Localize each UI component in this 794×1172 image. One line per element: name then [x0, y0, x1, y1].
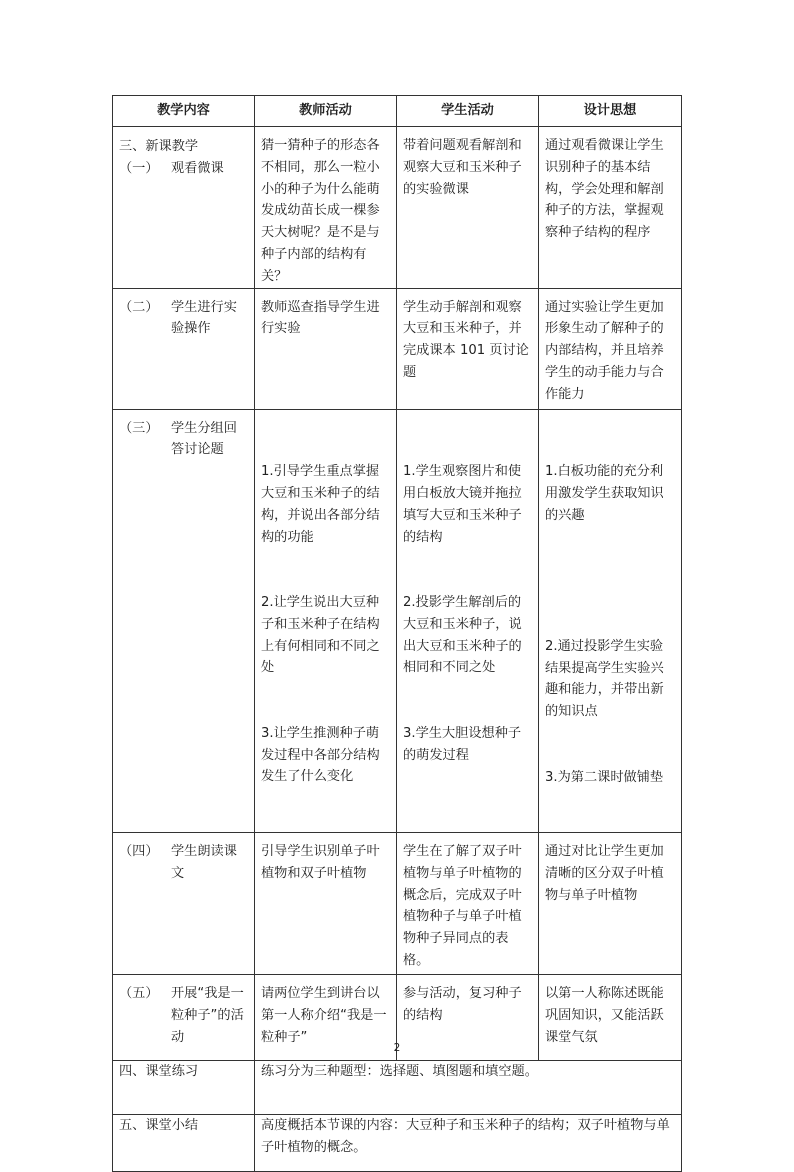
header-design: 设计思想: [539, 96, 682, 127]
design-idea: [539, 410, 681, 832]
sub-topic: [113, 975, 254, 1048]
lesson-plan-table: [112, 95, 682, 1172]
header-teacher: 教师活动: [255, 96, 397, 127]
student-activity: [397, 410, 538, 810]
design-idea: 通过对比让学生更加清晰的区分双子叶植物与单子叶植物: [545, 843, 664, 903]
sub-topic-number: （一）: [119, 160, 159, 176]
design-idea: 通过实验让学生更加形象生动了解种子的内部结构，并且培养学生的动手能力与合作能力: [545, 299, 664, 402]
sub-topic: [113, 410, 254, 462]
design-idea-item: 2.通过投影学生实验结果提高学生实验兴趣和能力，并带出新的知识点: [545, 638, 664, 720]
sub-topic-number: （三）: [119, 420, 159, 436]
sub-topic-number: （五）: [119, 985, 159, 1001]
teacher-activity: 教师巡查指导学生进行实验: [261, 299, 380, 337]
design-idea-item: 3.为第二课时做铺垫: [545, 769, 664, 785]
teacher-activity: 引导学生识别单子叶植物和双子叶植物: [261, 843, 380, 881]
teacher-activity-item: 1.引导学生重点掌握大豆和玉米种子的结构，并说出各部分结构的功能: [261, 464, 380, 545]
student-activity: 学生动手解剖和观察大豆和玉米种子，并完成课本 101 页讨论题: [403, 299, 529, 380]
summary-content: 高度概括本节课的内容：大豆种子和玉米种子的结构；双子叶植物与单子叶植物的概念。: [261, 1117, 670, 1155]
teacher-activity: 猜一猜种子的形态各不相同，那么一粒小小的种子为什么能萌发成幼苗长成一棵参天大树呢？是不是与种子内部的结构有关？: [261, 138, 380, 284]
student-activity: 学生在了解了双子叶植物与单子叶植物的概念后，完成双子叶植物种子与单子叶植物种子异同点的表格。: [403, 843, 522, 968]
teacher-activity: [255, 410, 396, 832]
page-number: 2: [393, 1042, 401, 1054]
table-row: [113, 1060, 682, 1114]
sub-topic: [113, 833, 254, 885]
sub-topic-name: 学生分组回答讨论题: [171, 420, 237, 458]
teacher-activity-item: 3.让学生推测种子萌发过程中各部分结构发生了什么变化: [261, 725, 380, 785]
header-student: 学生活动: [397, 96, 539, 127]
design-idea-item: 1.白板功能的充分利用激发学生获取知识的兴趣: [545, 464, 664, 523]
table-row: [113, 127, 682, 289]
sub-topic: [113, 289, 254, 341]
sub-topic-number: （四）: [119, 843, 159, 859]
section-title: 五、课堂小结: [119, 1117, 199, 1133]
sub-topic-name: 开展“我是一粒种子”的活动: [171, 985, 244, 1045]
teacher-activity: 请两位学生到讲台以第一人称介绍“我是一粒种子”: [261, 985, 387, 1045]
student-activity: 带着问题观看解剖和观察大豆和玉米种子的实验微课: [403, 138, 522, 197]
student-activity-item: 2.投影学生解剖后的大豆和玉米种子，说出大豆和玉米种子的相同和不同之处: [403, 594, 522, 676]
teacher-activity-item: 2.让学生说出大豆种子和玉米种子在结构上有何相同和不同之处: [261, 594, 380, 676]
design-idea: 通过观看微课让学生识别种子的基本结构，学会处理和解剖种子的方法，掌握观察种子结构的程序: [545, 138, 664, 241]
sub-topic-number: （二）: [119, 299, 159, 315]
header-content: 教学内容: [113, 96, 255, 127]
section-title: 四、课堂练习: [119, 1063, 199, 1079]
student-activity: 参与活动，复习种子的结构: [403, 985, 522, 1023]
header-row: [113, 96, 682, 127]
student-activity-item: 1.学生观察图片和使用白板放大镜并拖拉填写大豆和玉米种子的结构: [403, 464, 522, 545]
sub-topic-name: 观看微课: [171, 160, 224, 176]
table-row: [113, 288, 682, 409]
section-title: 三、新课教学: [119, 139, 199, 154]
sub-topic-name: 学生朗读课文: [171, 843, 237, 881]
table-row: [113, 409, 682, 832]
sub-topic: [113, 158, 254, 180]
design-idea-gap: [545, 570, 675, 592]
practice-content: 练习分为三种题型：选择题、填图题和填空题。: [261, 1063, 538, 1079]
sub-topic-name: 学生进行实验操作: [171, 299, 237, 337]
student-activity-item: 3.学生大胆设想种子的萌发过程: [403, 725, 522, 763]
table-row: [113, 832, 682, 974]
design-idea: 以第一人称陈述既能巩固知识，又能活跃课堂气氛: [545, 985, 664, 1045]
